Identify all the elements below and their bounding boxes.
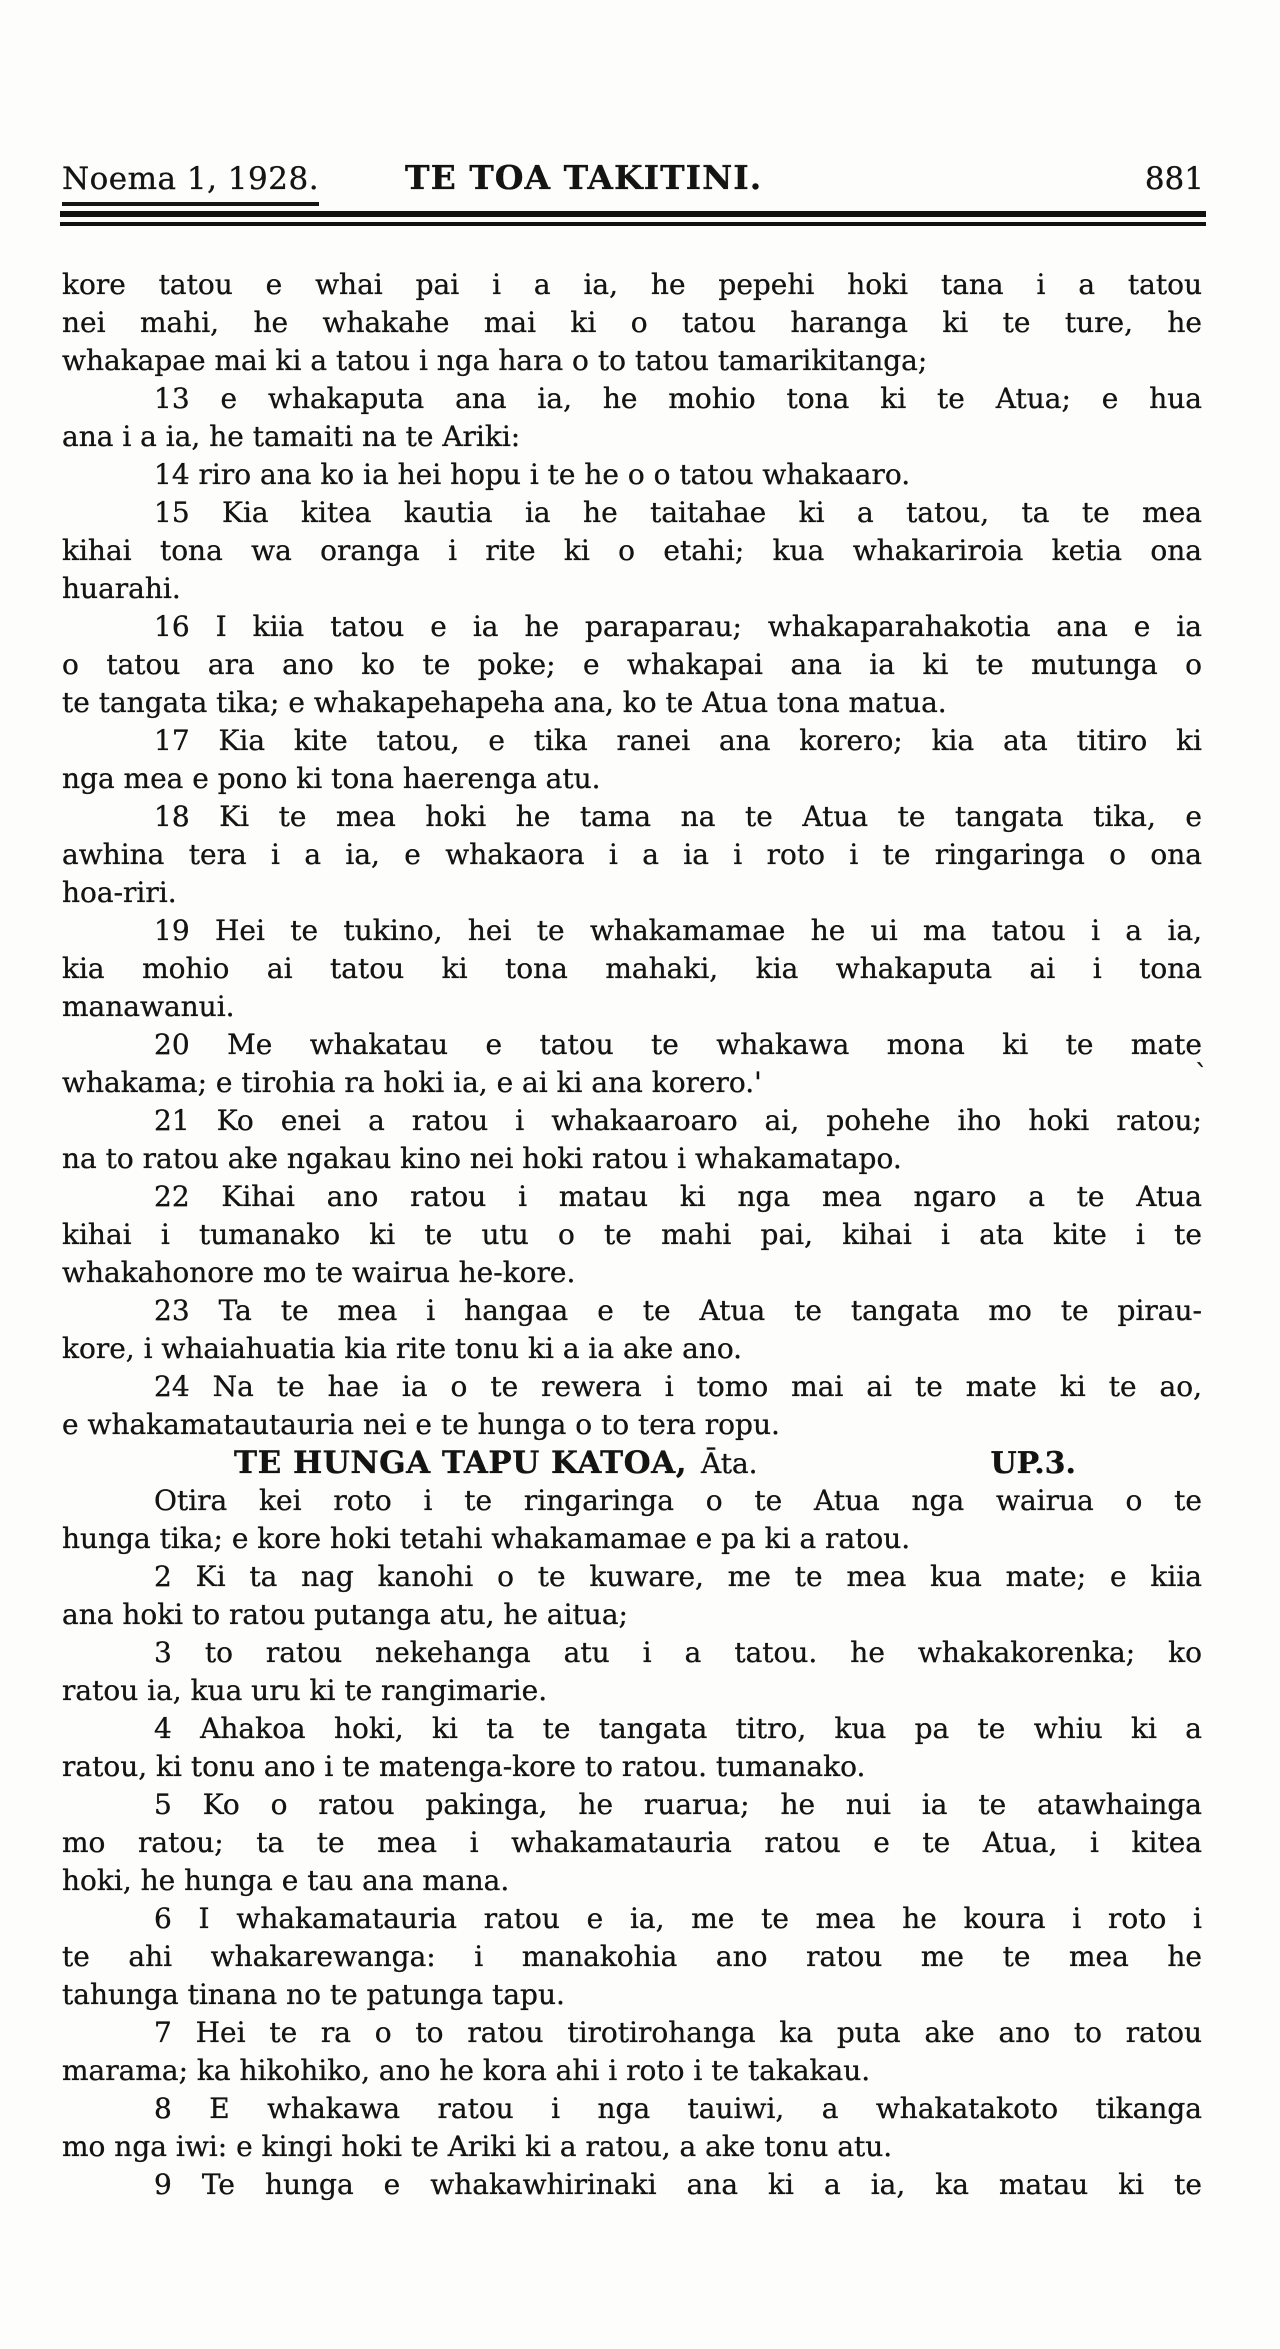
text-line-row	[62, 1824, 1202, 1862]
text-line-row	[62, 1672, 1202, 1710]
text-line: 24 Na te hae ia o te rewera i tomo mai ai te mate ki te ao,	[154, 1370, 1202, 1403]
text-line-row	[62, 1178, 1202, 1216]
text-line-row	[62, 684, 1202, 722]
text-line-row	[62, 266, 1202, 304]
text-line: 4 Ahakoa hoki, ki ta te tangata titro, kua pa te whiu ki a	[154, 1712, 1202, 1745]
text-line: ratou ia, kua uru ki te rangimarie.	[62, 1674, 548, 1707]
text-line: te tangata tika; e whakapehapeha ana, ko te Atua tona matua.	[62, 686, 947, 719]
text-line: huarahi.	[62, 572, 181, 605]
text-line-row	[62, 2166, 1202, 2204]
text-line-row	[62, 1102, 1202, 1140]
text-line: o tatou ara ano ko te poke; e whakapai ana ia ki te mutunga o	[62, 648, 1202, 681]
text-line-row	[62, 1060, 1208, 1102]
text-line: whakapae mai ki a tatou i nga hara o to tatou tamarikitanga;	[62, 344, 928, 377]
stray-ink-mark: `	[1195, 1060, 1208, 1090]
section-heading-reference: Āta.	[701, 1447, 758, 1480]
text-line: kihai tona wa oranga i rite ki o etahi; kua whakariroia ketia ona	[62, 534, 1202, 567]
text-line: nga mea e pono ki tona haerenga atu.	[62, 762, 601, 795]
text-line-row	[62, 608, 1202, 646]
text-line-row	[62, 2090, 1202, 2128]
text-line-row	[62, 1596, 1202, 1634]
text-line: 22 Kihai ano ratou i matau ki nga mea ngaro a te Atua	[154, 1180, 1202, 1213]
text-line: hunga tika; e kore hoki tetahi whakamamae e pa ki a ratou.	[62, 1522, 911, 1555]
text-line-row	[62, 988, 1202, 1026]
text-line: hoa-riri.	[62, 876, 177, 909]
text-line-row	[62, 570, 1202, 608]
text-line-row	[62, 418, 1202, 456]
text-line-row	[62, 2052, 1202, 2090]
text-line-row	[62, 2014, 1202, 2052]
text-line: 5 Ko o ratou pakinga, he ruarua; he nui ia te atawhainga	[154, 1788, 1202, 1821]
text-line: 7 Hei te ra o to ratou tirotirohanga ka puta ake ano to ratou	[154, 2016, 1202, 2049]
text-line-row	[62, 1634, 1202, 1672]
text-line-row	[62, 1900, 1202, 1938]
text-line: 9 Te hunga e whakawhirinaki ana ki a ia, ka matau ki te	[154, 2168, 1202, 2201]
text-line: ana hoki to ratou putanga atu, he aitua;	[62, 1598, 628, 1631]
text-line-row	[62, 836, 1202, 874]
text-line-row	[62, 1862, 1202, 1900]
text-line-row	[62, 1330, 1202, 1368]
text-line: Otira kei roto i te ringaringa o te Atua nga wairua o te	[154, 1484, 1202, 1517]
text-line-row	[62, 1520, 1202, 1558]
text-line-row	[62, 1292, 1202, 1330]
text-line: kihai i tumanako ki te utu o te mahi pai, kihai i ata kite i te	[62, 1218, 1202, 1251]
text-line: mo ratou; ta te mea i whakamatauria ratou e te Atua, i kitea	[62, 1826, 1202, 1859]
text-line: ratou, ki tonu ano i te matenga-kore to ratou. tumanako.	[62, 1750, 866, 1783]
text-line: te ahi whakarewanga: i manakohia ano ratou me te mea he	[62, 1940, 1202, 1973]
text-line-row	[62, 1368, 1202, 1406]
text-line: whakahonore mo te wairua he-kore.	[62, 1256, 576, 1289]
text-line: 18 Ki te mea hoki he tama na te Atua te tangata tika, e	[154, 800, 1202, 833]
text-line: kia mohio ai tatou ki tona mahaki, kia whakaputa ai i tona	[62, 952, 1202, 985]
text-line: 23 Ta te mea i hangaa e te Atua te tangata mo te pirau-	[154, 1294, 1202, 1327]
text-line-row	[62, 646, 1202, 684]
text-line-row	[62, 1558, 1202, 1596]
text-line: 3 to ratou nekehanga atu i a tatou. he whakakorenka; ko	[154, 1636, 1202, 1669]
text-line: marama; ka hikohiko, ano he kora ahi i roto i te takakau.	[62, 2054, 871, 2087]
text-line-row	[62, 1976, 1202, 2014]
section-heading	[62, 1444, 1202, 1482]
text-line: hoki, he hunga e tau ana mana.	[62, 1864, 510, 1897]
publication-title: TE TOA TAKITINI.	[405, 158, 763, 197]
text-line-row	[62, 1026, 1202, 1064]
text-line: 6 I whakamatauria ratou e ia, me te mea he koura i roto i	[154, 1902, 1202, 1935]
text-line: whakama; e tirohia ra hoki ia, e ai ki ana korero.'	[62, 1066, 762, 1099]
text-line-row	[62, 798, 1202, 836]
text-line: manawanui.	[62, 990, 235, 1023]
text-line-row	[62, 874, 1202, 912]
text-line-row	[62, 1786, 1202, 1824]
section-heading-chapter: UP.3.	[990, 1446, 1076, 1481]
text-line-row	[62, 456, 1202, 494]
text-line-row	[62, 494, 1202, 532]
text-line-row	[62, 1482, 1202, 1520]
text-line-row	[62, 1406, 1202, 1444]
page-number: 881	[1144, 161, 1204, 197]
text-line-row	[62, 722, 1202, 760]
text-line: kore, i whaiahuatia kia rite tonu ki a ia ake ano.	[62, 1332, 743, 1365]
text-line-row	[62, 380, 1202, 418]
text-line-row	[62, 760, 1202, 798]
text-line: mo nga iwi: e kingi hoki te Ariki ki a ratou, a ake tonu atu.	[62, 2130, 893, 2163]
text-line: ana i a ia, he tamaiti na te Ariki:	[62, 420, 521, 453]
header-rule	[60, 211, 1206, 226]
text-line: 15 Kia kitea kautia ia he taitahae ki a tatou, ta te mea	[154, 496, 1202, 529]
section-heading-title: TE HUNGA TAPU KATOA,	[234, 1445, 687, 1481]
text-line: tahunga tinana no te patunga tapu.	[62, 1978, 565, 2011]
text-line-row	[62, 1216, 1202, 1254]
text-line-row	[62, 912, 1202, 950]
text-line-row	[62, 1140, 1202, 1178]
text-line: na to ratou ake ngakau kino nei hoki ratou i whakamatapo.	[62, 1142, 902, 1175]
text-line: 8 E whakawa ratou i nga tauiwi, a whakatakoto tikanga	[154, 2092, 1202, 2125]
text-line: 2 Ki ta nag kanohi o te kuware, me te mea kua mate; e kiia	[154, 1560, 1202, 1593]
text-line-row	[62, 2128, 1202, 2166]
text-line: 19 Hei te tukino, hei te whakamamae he ui ma tatou i a ia,	[154, 914, 1202, 947]
text-line: 17 Kia kite tatou, e tika ranei ana korero; kia ata titiro ki	[154, 724, 1202, 757]
body-text	[62, 266, 1208, 2204]
text-line-row	[62, 1710, 1202, 1748]
issue-date: Noema 1, 1928.	[62, 161, 319, 206]
text-line-row	[62, 950, 1202, 988]
text-line-row	[62, 532, 1202, 570]
text-line: nei mahi, he whakahe mai ki o tatou haranga ki te ture, he	[62, 306, 1202, 339]
text-line-row	[62, 342, 1202, 380]
text-line: 20 Me whakatau e tatou te whakawa mona ki te mate	[154, 1028, 1202, 1061]
text-line: awhina tera i a ia, e whakaora i a ia i roto i te ringaringa o ona	[62, 838, 1202, 871]
text-line-row	[62, 1748, 1202, 1786]
page-header	[62, 158, 1204, 206]
text-line-row	[62, 1938, 1202, 1976]
text-line: 16 I kiia tatou e ia he paraparau; whakaparahakotia ana e ia	[154, 610, 1202, 643]
text-line: kore tatou e whai pai i a ia, he pepehi hoki tana i a tatou	[62, 268, 1202, 301]
text-line-row	[62, 304, 1202, 342]
text-line: 14 riro ana ko ia hei hopu i te he o o tatou whakaaro.	[154, 458, 911, 491]
text-line: 13 e whakaputa ana ia, he mohio tona ki te Atua; e hua	[154, 382, 1202, 415]
text-line-row	[62, 1254, 1202, 1292]
text-line: 21 Ko enei a ratou i whakaaroaro ai, pohehe iho hoki ratou;	[154, 1104, 1202, 1137]
text-line: e whakamatautauria nei e te hunga o to tera ropu.	[62, 1408, 780, 1441]
